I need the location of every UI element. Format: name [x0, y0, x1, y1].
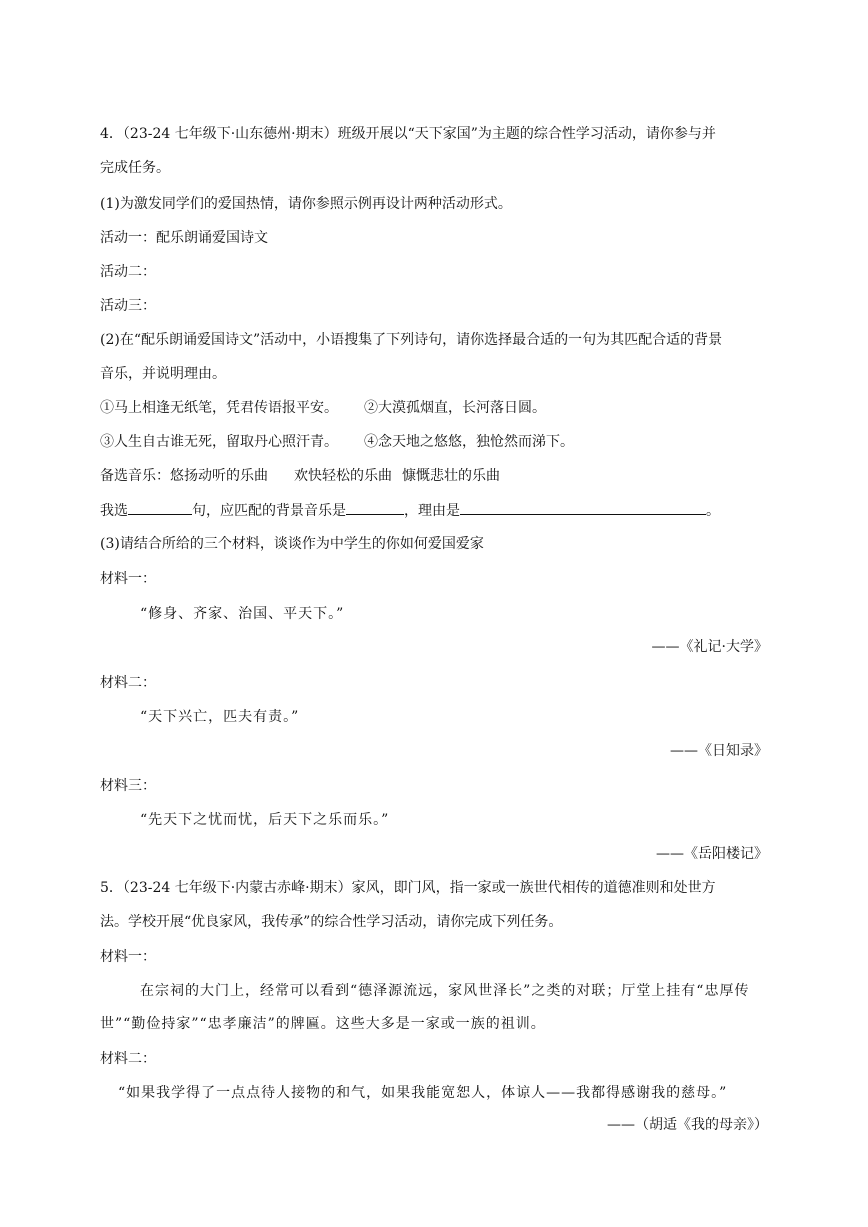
- q4-fill-c: ，理由是: [404, 503, 460, 519]
- q5-material-2-label: 材料二：: [100, 1051, 156, 1067]
- q4-material-3-label: 材料三：: [100, 778, 156, 794]
- q4-poem-row-2: [100, 432, 768, 452]
- q4-part2: (2)在“配乐朗诵爱国诗文”活动中，小语搜集了下列诗句，请你选择最合适的一句为其匹配合适的背景: [100, 332, 723, 348]
- q4-heading-cont: 完成任务。: [100, 160, 170, 176]
- q5-material-2-quote: “如果我学得了一点点待人接物的和气，如果我能宽恕人，体谅人——我都得感谢我的慈母。”: [118, 1085, 728, 1101]
- q4-material-1-label: 材料一：: [100, 571, 156, 587]
- q5-heading-cont: 法。学校开展“优良家风，我传承”的综合性学习活动，请你完成下列任务。: [100, 914, 563, 930]
- q4-heading: 4．（23-24 七年级下·山东德州·期末）班级开展以“天下家国”为主题的综合性学习活动，请你参与并: [100, 126, 716, 142]
- q4-part1: (1)为激发同学们的爱国热情，请你参照示例再设计两种活动形式。: [100, 196, 512, 212]
- q4-material-1-source: ——《礼记·大学》: [651, 639, 768, 655]
- q5-material-1-label: 材料一：: [100, 949, 156, 965]
- q5-material-1-text-2: 世”“勤俭持家”“忠孝廉洁”的牌匾。这些大多是一家或一族的祖训。: [100, 1016, 546, 1032]
- q4-poem-1: ①马上相逢无纸笔，凭君传语报平安。: [100, 400, 338, 416]
- q4-material-1-quote: “修身、齐家、治国、平天下。”: [140, 606, 345, 622]
- q4-music-blank[interactable]: [346, 500, 404, 515]
- q4-activity-2: 活动二：: [100, 264, 156, 280]
- q4-music-options: [100, 466, 768, 486]
- q4-fill-a: 我选: [100, 503, 128, 519]
- q5-heading: 5．（23-24 七年级下·内蒙古赤峰·期末）家风，即门风，指一家或一族世代相传的道德准则和处世方: [100, 880, 716, 896]
- q4-reason-blank[interactable]: [460, 500, 706, 515]
- q5-material-2-source: ——（胡适《我的母亲》）: [607, 1117, 768, 1133]
- q4-activity-3: 活动三：: [100, 298, 156, 314]
- q4-material-3-source: ——《岳阳楼记》: [656, 846, 768, 862]
- q4-music-label: 备选音乐：悠扬动听的乐曲: [100, 468, 268, 484]
- q4-music-3: 慷慨悲壮的乐曲: [402, 468, 500, 484]
- q4-fill-in-line: [100, 500, 768, 521]
- q4-poem-row-1: [100, 398, 768, 418]
- q4-sentence-blank[interactable]: [128, 500, 192, 515]
- q4-fill-d: 。: [706, 503, 720, 519]
- q4-part2-cont: 音乐，并说明理由。: [100, 366, 226, 382]
- q4-fill-b: 句，应匹配的背景音乐是: [192, 503, 346, 519]
- q4-material-2-label: 材料二：: [100, 675, 156, 691]
- q4-poem-3: ③人生自古谁无死，留取丹心照汗青。: [100, 434, 338, 450]
- q4-material-2-quote: “天下兴亡，匹夫有责。”: [140, 709, 300, 725]
- q4-poem-2: ②大漠孤烟直，长河落日圆。: [364, 400, 546, 416]
- q4-part3: (3)请结合所给的三个材料，谈谈作为中学生的你如何爱国爱家: [100, 536, 484, 552]
- q5-material-1-text-1: 在宗祠的大门上，经常可以看到“德泽源流远，家风世泽长”之类的对联；厅堂上挂有“忠厚传: [140, 983, 750, 999]
- q4-material-3-quote: “先天下之忧而忧，后天下之乐而乐。”: [140, 812, 390, 828]
- q4-material-2-source: ——《日知录》: [670, 743, 768, 759]
- q4-poem-4: ④念天地之悠悠，独怆然而涕下。: [364, 434, 574, 450]
- q4-music-2: 欢快轻松的乐曲: [294, 468, 392, 484]
- q4-activity-1: 活动一：配乐朗诵爱国诗文: [100, 230, 268, 246]
